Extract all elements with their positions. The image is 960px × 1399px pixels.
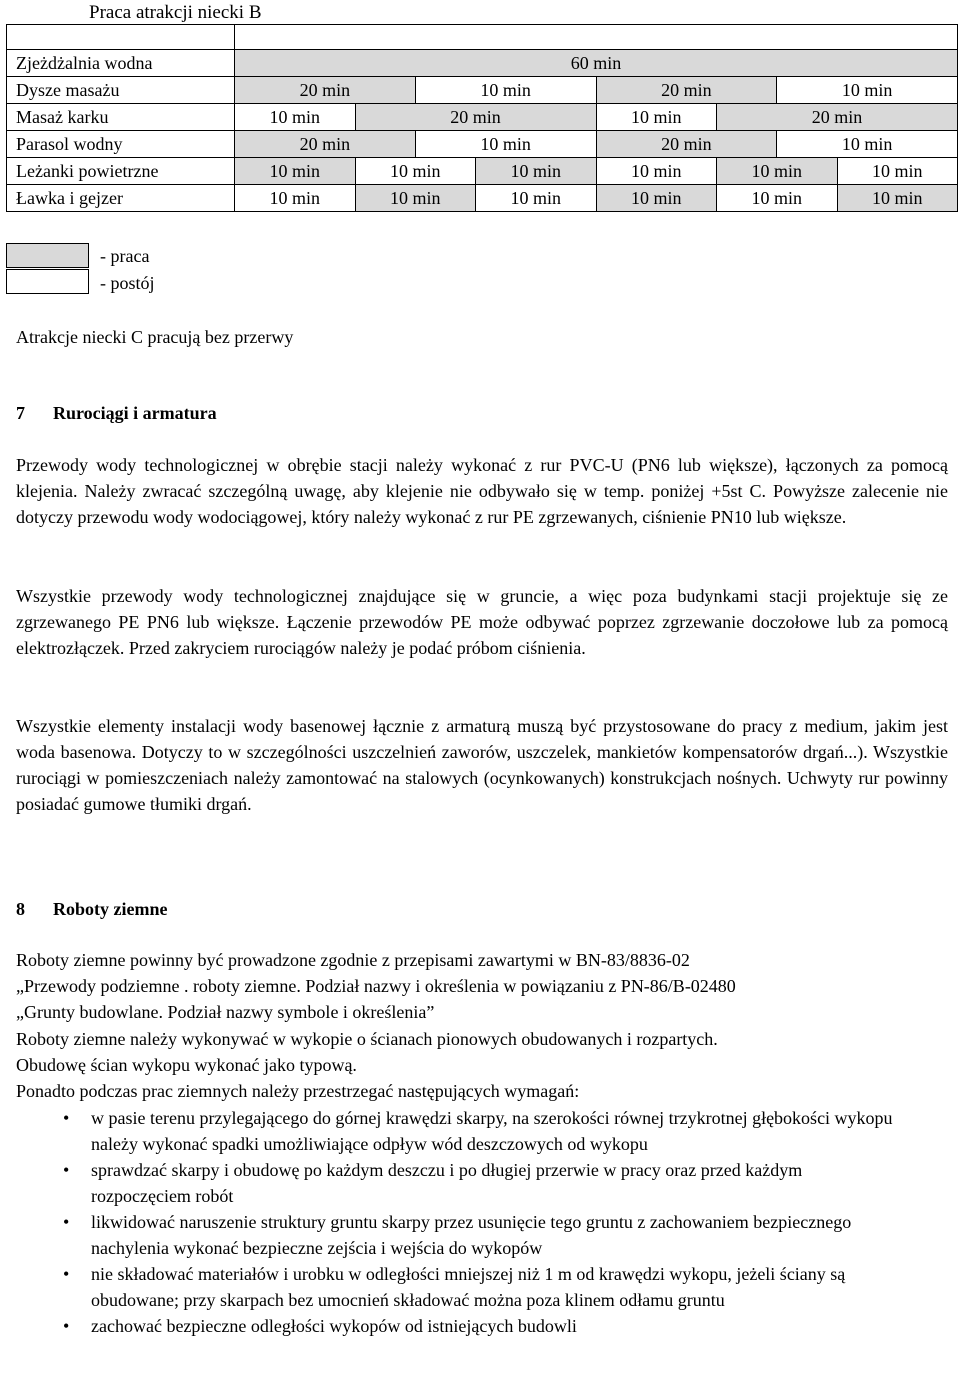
schedule-row-label: Zjeżdżalnia wodna [7, 50, 235, 77]
schedule-cell-off: 10 min [235, 185, 356, 212]
legend-stop-swatch [6, 269, 89, 294]
schedule-cell-on: 10 min [596, 185, 717, 212]
section-8-number: 8 [16, 899, 25, 919]
schedule-row [7, 50, 958, 77]
schedule-row [7, 131, 958, 158]
bullet-icon: • [63, 1108, 70, 1128]
schedule-row-label: Masaż karku [7, 104, 235, 131]
bullet-icon: • [63, 1212, 70, 1232]
section-7-paragraph: Wszystkie elementy instalacji wody basenowej łącznie z armaturą muszą być przystosowane do pracy z medium, jakim jest woda basenowa. Dotyczy to w szczególności uszczelnień zaworów, uszczelek, mankietów kompensatorów drgań...). Wszystkie rurociągi w pomieszczeniach należy zamontować na stalowych (ocynkowanych) konstrukcjach nośnych. Uchwyty rur powinny posiadać gumowe tłumiki drgań. [16, 716, 948, 814]
section-7-paragraph: Wszystkie przewody wody technologicznej znajdujące się w gruncie, a więc poza budynkami stacji projektuje się ze zgrzewanego PE PN6 lub większe. Łączenie przewodów PE może odbywać poprzez zgrzewanie doczołowe lub za pomocą elektrozłączek. Przed zakryciem rurociągów należy je podać próbom ciśnienia. [16, 586, 948, 658]
section-8-line: Ponadto podczas prac ziemnych należy przestrzegać następujących wymagań: [16, 1081, 580, 1101]
schedule-cell-off: 10 min [717, 185, 838, 212]
schedule-corner-cell [7, 25, 235, 50]
schedule-header-row [7, 25, 958, 50]
schedule-cell-off: 10 min [777, 77, 958, 104]
schedule-cell-on: 20 min [596, 77, 777, 104]
list-item-text: nie składować materiałów i urobku w odległości mniejszej niż 1 m od krawędzi wykopu, jeżeli ściany są obudowane; przy skarpach bez umocnień składować można poza klinem odłamu gruntu [91, 1264, 846, 1310]
schedule-cell-off: 10 min [476, 185, 597, 212]
schedule-cell-on: 10 min [717, 158, 838, 185]
legend-work-label: - praca [100, 246, 150, 266]
legend-stop-label: - postój [100, 273, 155, 293]
schedule-row-label: Dysze masażu [7, 77, 235, 104]
schedule-table [6, 24, 958, 212]
list-item [16, 1313, 901, 1339]
schedule-cell-on: 10 min [235, 158, 356, 185]
section-7-number: 7 [16, 403, 25, 423]
schedule-row [7, 104, 958, 131]
schedule-row [7, 158, 958, 185]
list-item-text: likwidować naruszenie struktury gruntu skarpy przez usunięcie tego gruntu z zachowaniem bezpiecznego nachylenia wykonać bezpieczne zejścia i wejścia do wykopów [91, 1212, 852, 1258]
schedule-cell-off: 10 min [596, 104, 717, 131]
schedule-cell-off: 10 min [777, 131, 958, 158]
schedule-cell-off: 10 min [415, 77, 596, 104]
section-8-line: „Przewody podziemne . roboty ziemne. Podział nazwy i określenia w powiązaniu z PN-86/B-02480 [16, 976, 736, 996]
list-item [16, 1105, 901, 1157]
schedule-cell-off: 10 min [837, 158, 958, 185]
list-item-text: sprawdzać skarpy i obudowę po każdym deszczu i po długiej przerwie w pracy oraz przed każdym rozpoczęciem robót [91, 1160, 803, 1206]
list-item-text: w pasie terenu przylegającego do górnej krawędzi skarpy, na szerokości równej trzykrotnej głębokości wykopu należy wykonać spadki umożliwiające odpływ wód deszczowych od wykopu [91, 1108, 893, 1154]
note-c: Atrakcje niecki C pracują bez przerwy [16, 327, 294, 347]
schedule-cell-on: 20 min [717, 104, 958, 131]
list-item [16, 1157, 901, 1209]
section-8-line: Roboty ziemne powinny być prowadzone zgodnie z przepisami zawartymi w BN-83/8836-02 [16, 950, 690, 970]
schedule-cell-on: 20 min [235, 77, 416, 104]
schedule-cell-on: 20 min [355, 104, 596, 131]
legend-work-swatch [6, 243, 89, 268]
schedule-cell-on: 60 min [235, 50, 958, 77]
page-title: Praca atrakcji niecki B [89, 2, 262, 23]
bullet-icon: • [63, 1316, 70, 1336]
schedule-cell-on: 10 min [355, 185, 476, 212]
schedule-cell-off: 10 min [235, 104, 356, 131]
section-7-paragraph: Przewody wody technologicznej w obrębie stacji należy wykonać z rur PVC-U (PN6 lub większe), łączonych za pomocą klejenia. Należy zwracać szczególną uwagę, aby klejenie nie odbywało się w temp. poniżej +5st C. Powyższe zalecenie nie dotyczy przewodu wody wodociągowej, który należy wykonać z rur PE zgrzewanych, ciśnienie PN10 lub większe. [16, 455, 948, 527]
section-7-heading: Rurociągi i armatura [53, 403, 217, 423]
schedule-cell-off: 10 min [355, 158, 476, 185]
list-item [16, 1261, 901, 1313]
schedule-row [7, 185, 958, 212]
list-item-text: zachować bezpieczne odległości wykopów od istniejących budowli [91, 1316, 577, 1336]
section-8-line: „Grunty budowlane. Podział nazwy symbole i określenia” [16, 1002, 435, 1022]
schedule-cell-on: 20 min [596, 131, 777, 158]
bullet-icon: • [63, 1160, 70, 1180]
schedule-header-cell [235, 25, 958, 50]
section-8-heading: Roboty ziemne [53, 899, 168, 919]
section-8-line: Obudowę ścian wykopu wykonać jako typową. [16, 1055, 357, 1075]
schedule-cell-on: 20 min [235, 131, 416, 158]
schedule-cell-off: 10 min [596, 158, 717, 185]
list-item [16, 1209, 901, 1261]
schedule-row-label: Leżanki powietrzne [7, 158, 235, 185]
schedule-cell-off: 10 min [415, 131, 596, 158]
schedule-row [7, 77, 958, 104]
schedule-row-label: Ławka i gejzer [7, 185, 235, 212]
section-8-line: Roboty ziemne należy wykonywać w wykopie o ścianach pionowych obudowanych i rozpartych. [16, 1029, 718, 1049]
schedule-cell-on: 10 min [476, 158, 597, 185]
schedule-row-label: Parasol wodny [7, 131, 235, 158]
requirements-list [16, 1105, 901, 1339]
schedule-cell-on: 10 min [837, 185, 958, 212]
bullet-icon: • [63, 1264, 70, 1284]
